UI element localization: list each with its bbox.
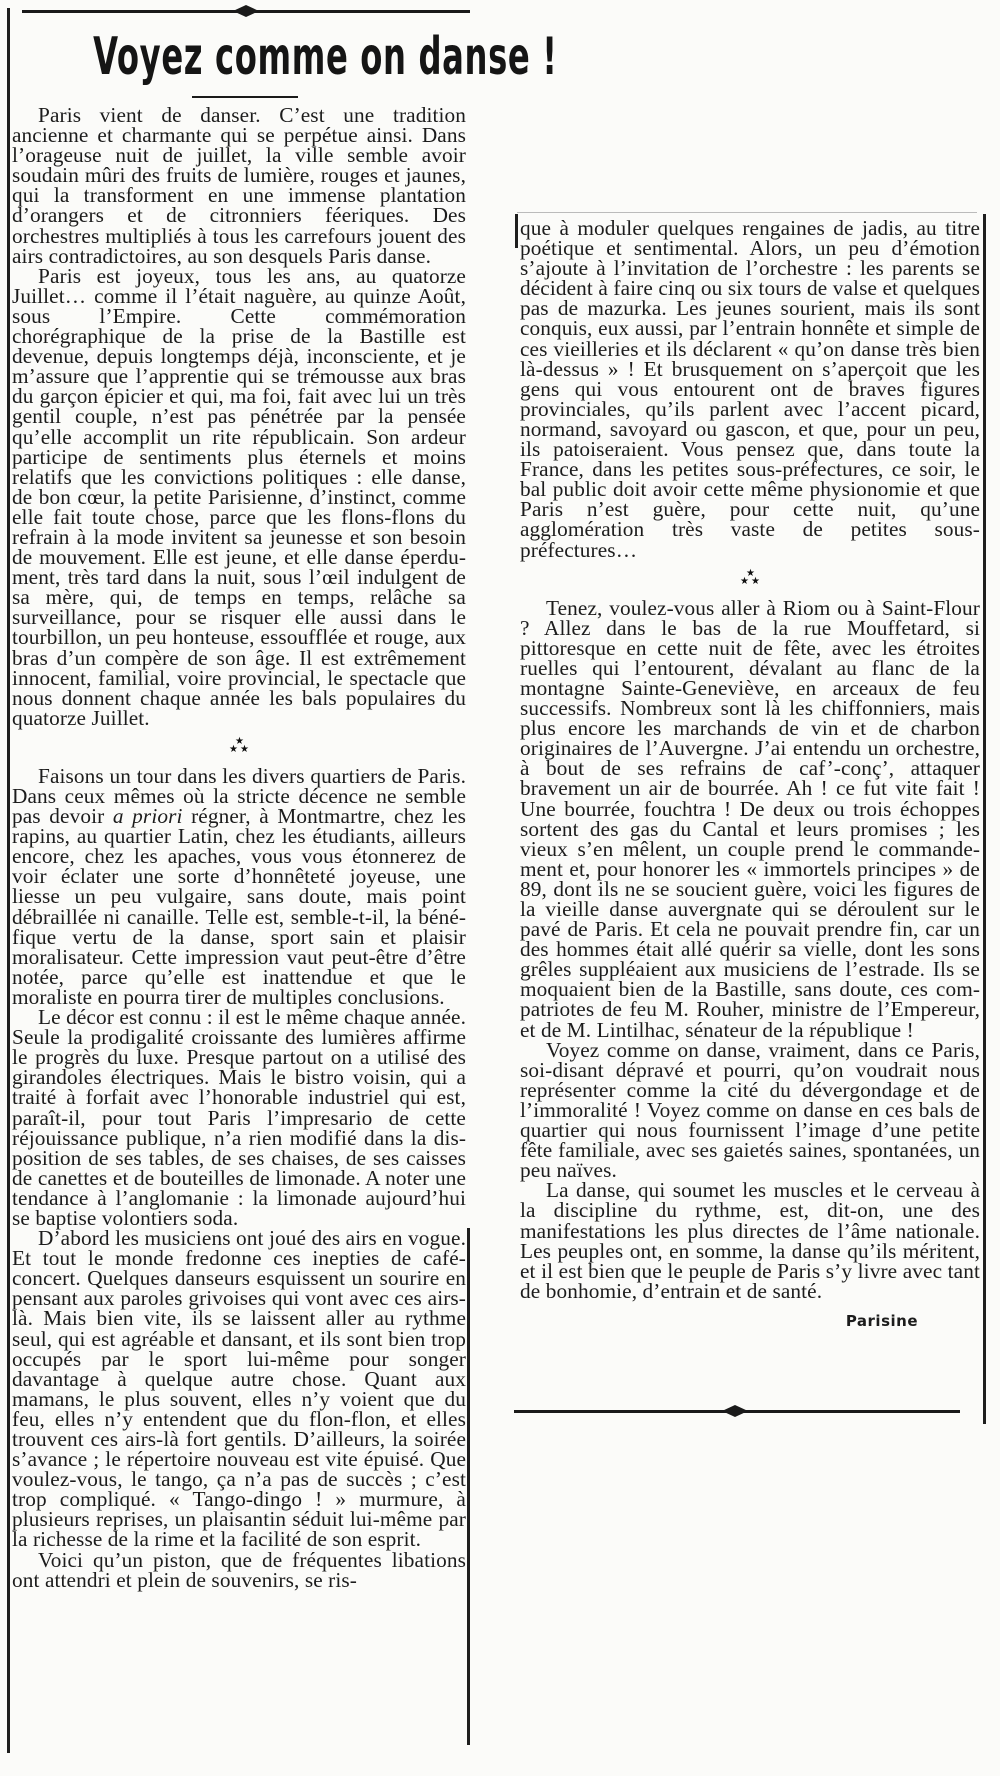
paragraph-text: Faisons un tour dans les divers quartiers de Paris. Dans ceux mêmes où la stricte décence ne semble pas devoir xyxy=(12,763,466,829)
star-icon: ★ xyxy=(240,743,250,755)
asterism-separator xyxy=(12,728,466,766)
article-paragraph: La danse, qui soumet les muscles et le cerveau à la discipline du rythme, est, dit-on, une des manifestations les plus directes de l’âme nationale. Les peuples ont, en somme, la danse qu’ils méritent, et il est bien que le peuple de Paris s’y livre avec tant de bonhomie, d’entrain et de santé. xyxy=(520,1178,980,1303)
column2-right-border xyxy=(983,214,986,1424)
title-underline xyxy=(192,96,298,98)
asterism-icon xyxy=(228,735,250,756)
star-icon: ★ xyxy=(751,575,761,587)
article-paragraph: Paris vient de danser. C’est une tradition ancienne et charmante qui se perpétue ainsi. Dans l’orageuse nuit de juillet, la ville semble avoir soudain mûri des fruits de lumière, rouges et jaunes, qui la transforment en une immense plantation d’orangers et de citronniers féeriques. Des orchestres multipliés à tous les carrefours jouent des airs contradictoires, au son desquels Paris danse. xyxy=(12,103,466,268)
article-title: Voyez comme on danse ! xyxy=(93,27,558,87)
headline-block xyxy=(0,22,558,102)
article-column-2 xyxy=(520,218,980,1331)
column2-left-border xyxy=(515,214,518,248)
article-paragraph: Voyez comme on danse, vraiment, dans ce Paris, soi-disant dépravé et pourri, qu’on voudrait nous représenter comme la cité du dévergondage et de l’immoralité ! Voyez comme on danse en ces bals de quartier qui nous fournissent l’image d’une petite fête familiale, avec ses gaietés saines, spontanées, un peu naïves. xyxy=(520,1037,980,1183)
article-paragraph xyxy=(12,763,467,1009)
paragraph-text: régner, à Montmartre, chez les rapins, au quartier Latin, chez les étudiants, ailleurs encore, chez les apaches, vous vous étonnerez de voir éclater une sorte d’honnêteté joyeuse, une liesse un peu vulgaire, sans doute, mais point débraillée ni canaille. Telle est, semble-t-il, la bénéfique vertu de la danse, sport sain et plaisir moralisateur. Cette impression vaut peut-être d’être notée, parce qu’elle est inattendue et que le moraliste en pourra tirer de multiples conclusions. xyxy=(12,804,467,1009)
column1-right-border xyxy=(467,1228,470,1745)
asterism-separator xyxy=(520,560,980,598)
rule-diamond-ornament xyxy=(722,1405,748,1417)
article-paragraph: Paris est joyeux, tous les ans, au quatorze Juillet… comme il l’était naguère, au quinze Août, sous l’Empire. Cette commémoration chorégraphique de la prise de la Bastille est devenue, depuis longtemps déjà, inconsciente, et je m’assure que l’apprentie qui se trémousse aux bras du garçon épicier et qui, ma foi, fait avec lui un très gentil couple, n’est pas pénétrée par la pensée qu’elle accomplit un rite républicain. Son ardeur participe de sentiments plus éternels et moins relatifs que les convictions politiques : elle danse, de bon cœur, la petite Parisienne, d’instinct, comme elle fait toute chose, parce que les flons-flons du refrain à la mode invitent sa jeunesse et son besoin de mouvement. Elle est jeune, et elle danse éperdument, très tard dans la nuit, sous l’œil indulgent de sa mère, qui, de temps en temps, relâche sa surveillance, pour se risquer elle aussi dans le tourbillon, un peu honteuse, essoufflée et rouge, aux bras d’un compère de son âge. Il est extrêmement innocent, familial, voire provincial, le spectacle que nous donnent chaque année les bals populaires du quatorze Juillet. xyxy=(12,263,466,730)
article-paragraph: Voici qu’un piston, que de fréquentes libations ont attendri et plein de souvenirs, se ris- xyxy=(12,1547,466,1592)
italic-phrase: a priori xyxy=(112,804,183,829)
article-paragraph: que à moduler quelques rengaines de jadis, au titre poétique et sentimental. Alors, un peu d’émotion s’ajoute à l’invitation de l’orchestre : les parents se décident à faire cinq ou six tours de valse et quelques pas de mazurka. Les jeunes sourient, mais ils sont conquis, eux aussi, par l’entrain honnête et simple de ces vieilleries et ils déclarent « qu’on danse très bien là-dessus » ! Et brusquement on s’aperçoit que les gens qui vous entourent ont de braves figures provinciales, qu’ils parlent avec l’accent picard, normand, savoyard ou gascon, et que, pour un peu, ils patoiseraient. Vous pensez que, dans toute la France, dans les petites sous-préfectures, ce soir, le bal public doit avoir cette même physionomie et que Paris n’est guère, pour cette nuit, qu’une agglomération très vaste de petites sous-préfectures… xyxy=(520,216,980,562)
article-column-1 xyxy=(12,105,466,1590)
star-icon: ★ xyxy=(235,735,245,747)
article-paragraph: D’abord les musiciens ont joué des airs en vogue. Et tout le monde fredonne ces inepties de café-concert. Quelques danseurs esquissent un sourire en pensant aux paroles grivoises qui vont avec ces airs-là. Mais bien vite, ils se laissent aller au rythme seul, qui est agréable et dansant, et ils sont bien trop occupés par le sport lui-même pour songer davantage à quelque autre chose. Quant aux mamans, le plus souvent, elles n’y voient que du feu, elles n’y entendent que du flon-flon, et elles trouvent ces airs-là fort gentils. D’ailleurs, la soirée s’avance ; le répertoire nouveau est vite épuisé. Que voulez-vous, le tango, ça n’a pas de succès ; c’est trop compliqué. « Tango-dingo ! » murmure, à plusieurs reprises, un plaisantin séduit lui-même par la richesse de la rime et la facilité de son esprit. xyxy=(12,1226,466,1552)
rule-diamond-ornament xyxy=(233,5,259,17)
star-icon: ★ xyxy=(746,567,756,579)
star-icon: ★ xyxy=(229,743,239,755)
column1-left-border xyxy=(7,8,10,1753)
article-paragraph: Le décor est connu : il est le même chaque année. Seule la prodigalité croissante des lumières affirme le progrès du luxe. Presque partout on a utilisé des girandoles électriques. Mais le bistro voisin, qui a traité à forfait avec l’honorable industriel qui est, paraît-il, pour tout Paris l’impresario de cette réjouissance publique, n’a rien modifié dans la disposition de ses tables, de ses chaises, de ses caisses de canettes et de bouteilles de limonade. A noter une tendance à l’anglomanie : la limonade aujourd’hui se baptise volontiers soda. xyxy=(12,1005,466,1230)
asterism-icon xyxy=(739,567,761,588)
column2-top-edge xyxy=(517,212,977,213)
star-icon: ★ xyxy=(740,575,750,587)
author-signature: Parisine xyxy=(845,1311,918,1330)
article-paragraph: Tenez, voulez-vous aller à Riom ou à Saint-Flour ? Allez dans le bas de la rue Mouffetard, si pittoresque en cette nuit de fête, avec les étroites ruelles qui l’entourent, dévalant au flanc de la montagne Sainte-Geneviève, en arceaux de feu successifs. Nombreux sont là les chiffonniers, mais plus encore les marchands de vin et de charbon originaires de l’Auvergne. J’ai entendu un orchestre, à bout de ses refrains de caf’-conç’, attaquer bravement un air de bourrée. Ah ! ce fut vite fait ! Une bourrée, fouchtra ! De deux ou trois échoppes sortent des gas du Cantal et leurs promises ; les vieux s’en mêlent, un couple prend le commandement et, pour honorer les « immortels principes » de 89, dont ils ne se soucient guère, voici les figures de la vieille danse auvergnate qui se déroulent sur le pavé de Paris. Et cela ne pouvait prendre fin, car un des hommes était allé quérir sa vielle, dont les sons grêles suppléaient aux musiciens de l’estrade. Ils se moquaient bien de la Bastille, sans doute, ces compatriotes de feu M. Rouher, ministre de l’Empereur, et de M. Lintilhac, sénateur de la république ! xyxy=(520,595,980,1042)
